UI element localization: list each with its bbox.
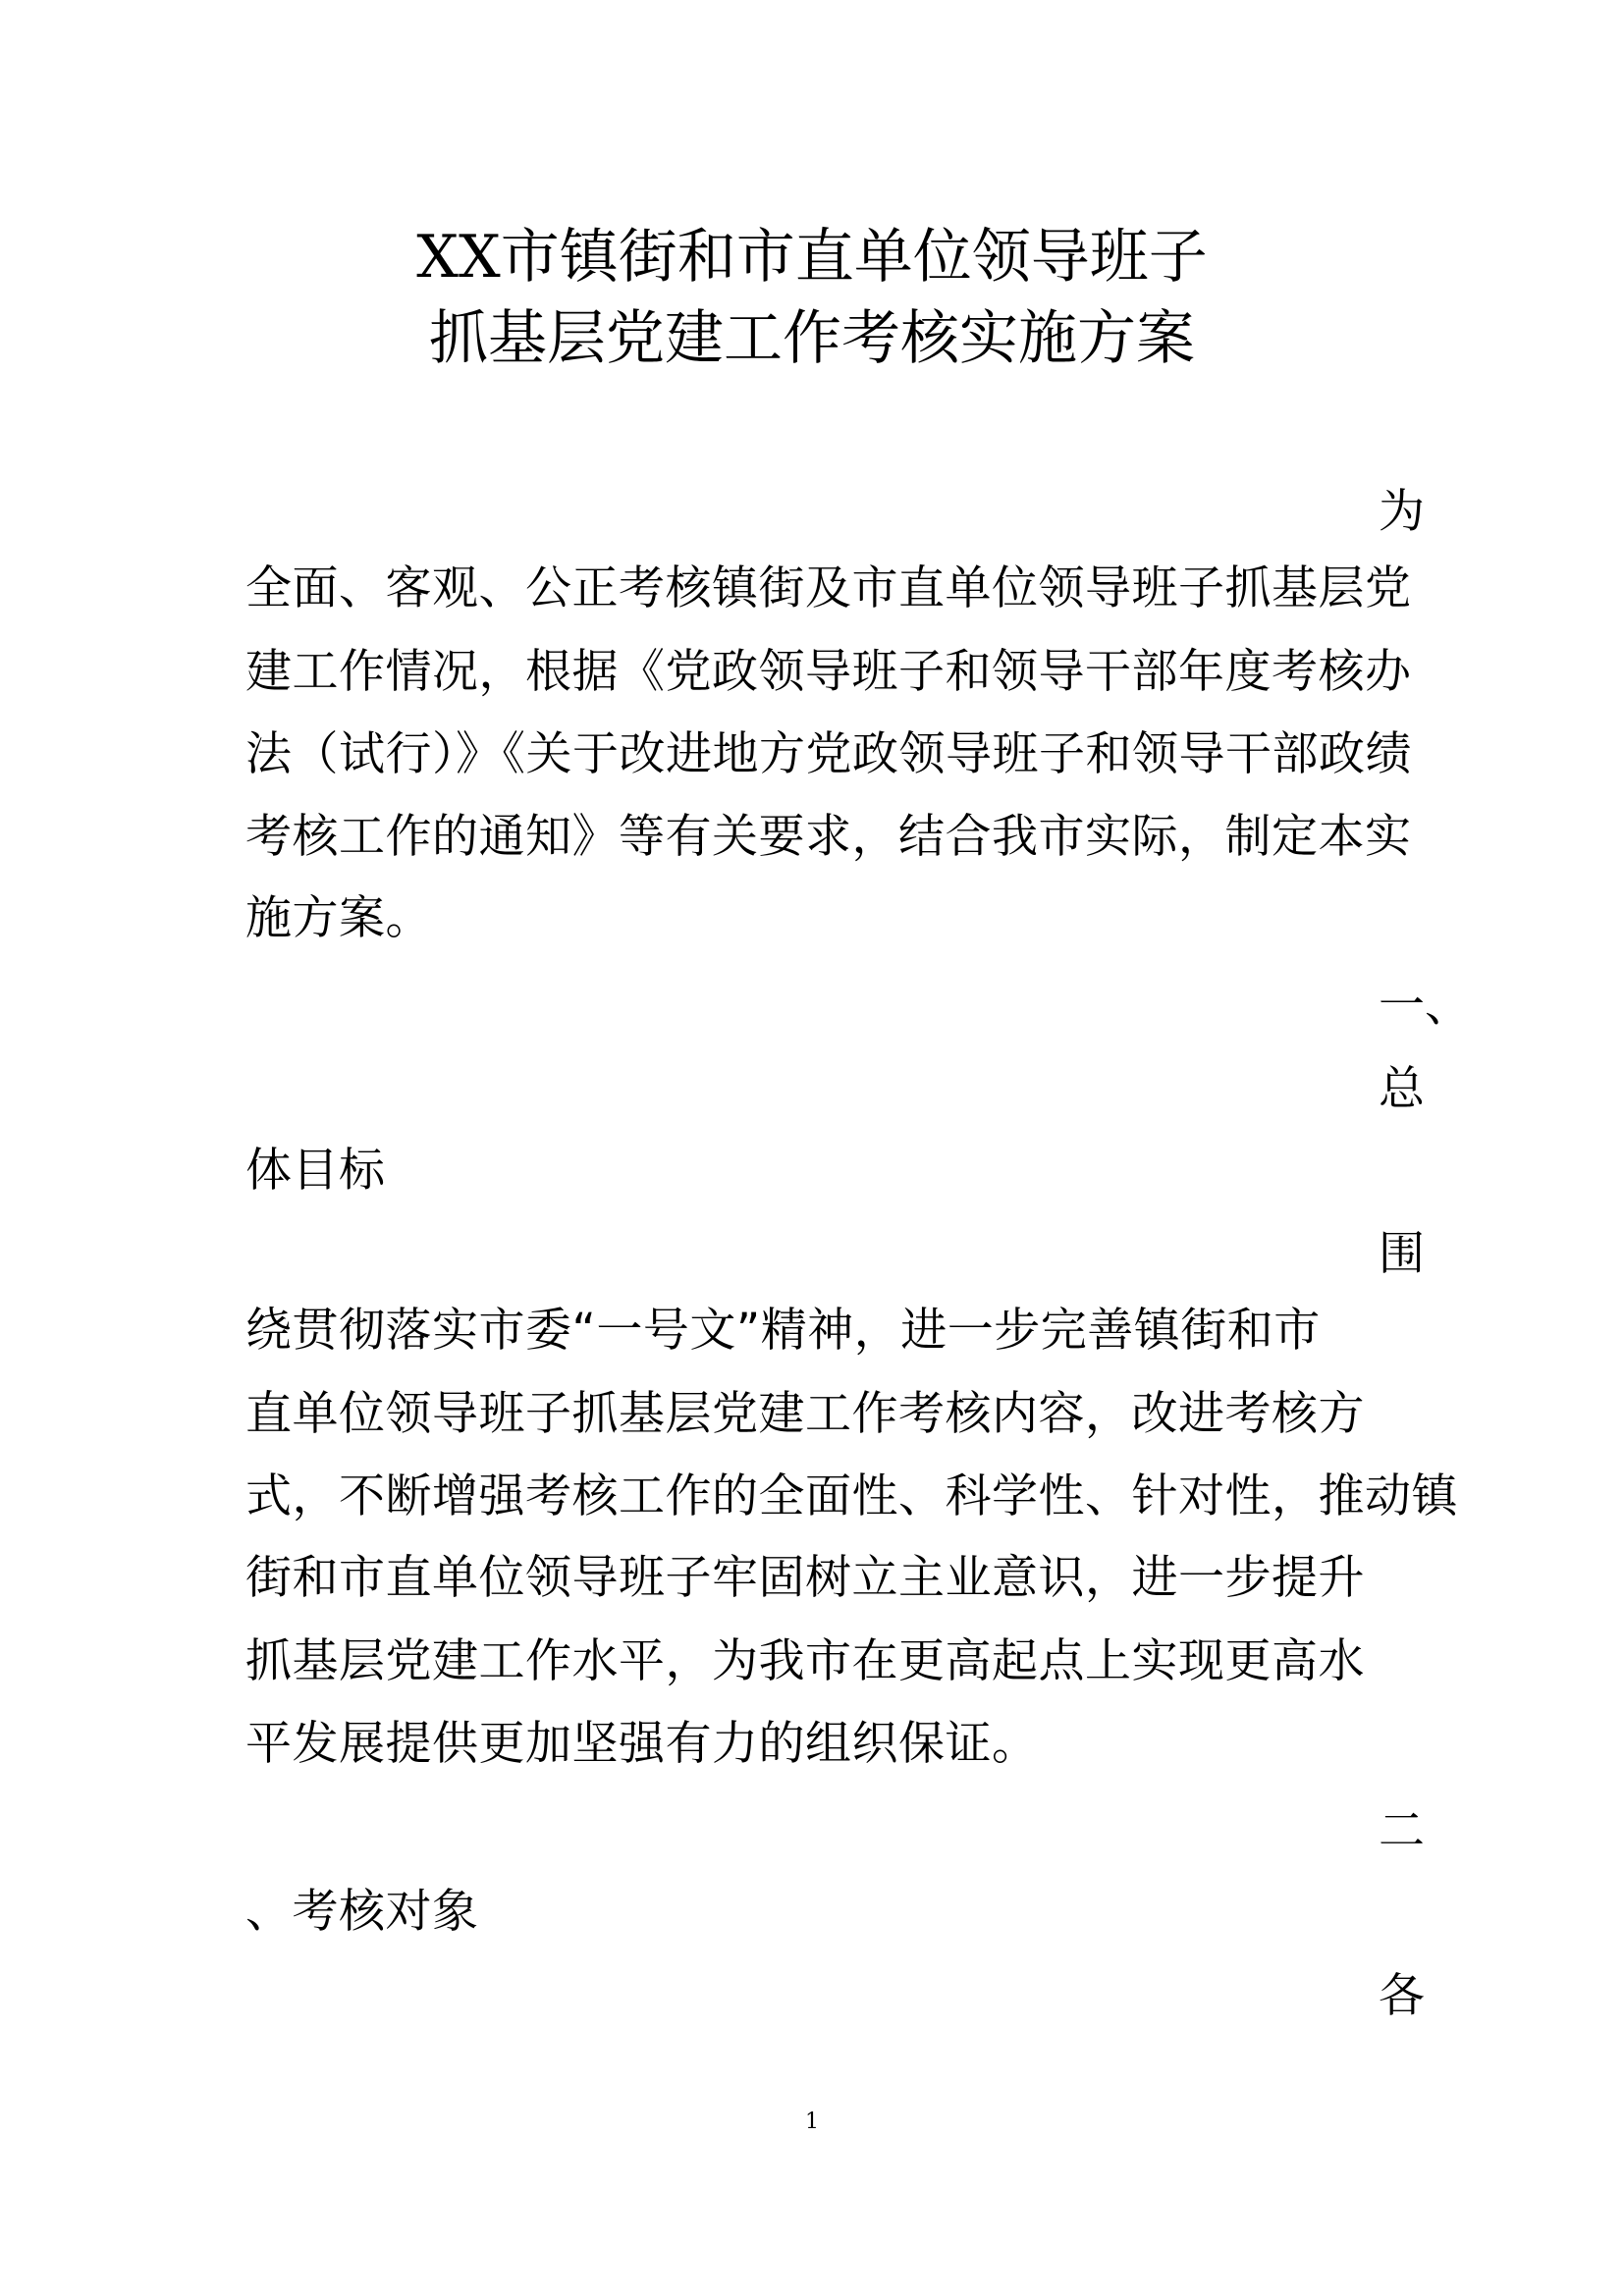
section-1-line: 抓基层党建工作水平，为我市在更高起点上实现更高水 — [245, 1634, 1365, 1688]
intro-line: 全面、客观、公正考核镇街及市直单位领导班子抓基层党 — [245, 561, 1412, 615]
title-line-1-text: 市镇街和市直单位领导班子 — [500, 223, 1208, 292]
intro-line: 建工作情况，根据《党政领导班子和领导干部年度考核办 — [245, 645, 1412, 699]
page-number: 1 — [805, 2109, 819, 2134]
section-2-heading: 、考核对象 — [245, 1885, 479, 1939]
section-1-line: 绕贯彻落实市委“一号文”精神，进一步完善镇街和市 — [245, 1304, 1321, 1358]
section-2-para-lead: 各 — [1379, 1969, 1425, 2023]
section-2-number: 二 — [1379, 1804, 1425, 1858]
section-1-heading: 体目标 — [245, 1144, 386, 1198]
document-title-line-2: 抓基层党建工作考核实施方案 — [429, 304, 1195, 373]
intro-line: 考核工作的通知》等有关要求，结合我市实际，制定本实 — [245, 810, 1412, 864]
section-1-heading-lead: 总 — [1379, 1062, 1425, 1116]
section-1-line: 平发展提供更加坚强有力的组织保证。 — [245, 1717, 1039, 1771]
section-1-line: 式，不断增强考核工作的全面性、科学性、针对性，推动镇 — [245, 1469, 1458, 1523]
section-1-number: 一、 — [1379, 979, 1471, 1033]
intro-lead-char: 为 — [1379, 485, 1425, 539]
document-title-line-1 — [0, 222, 1624, 293]
section-1-line: 直单位领导班子抓基层党建工作考核内容，改进考核方 — [245, 1387, 1365, 1441]
intro-line: 法（试行）》《关于改进地方党政领导班子和领导干部政绩 — [245, 727, 1412, 781]
title-prefix: XX — [416, 223, 501, 292]
section-1-line: 街和市直单位领导班子牢固树立主业意识，进一步提升 — [245, 1551, 1365, 1605]
section-1-para-lead: 围 — [1379, 1227, 1425, 1281]
intro-line: 施方案。 — [245, 891, 432, 945]
